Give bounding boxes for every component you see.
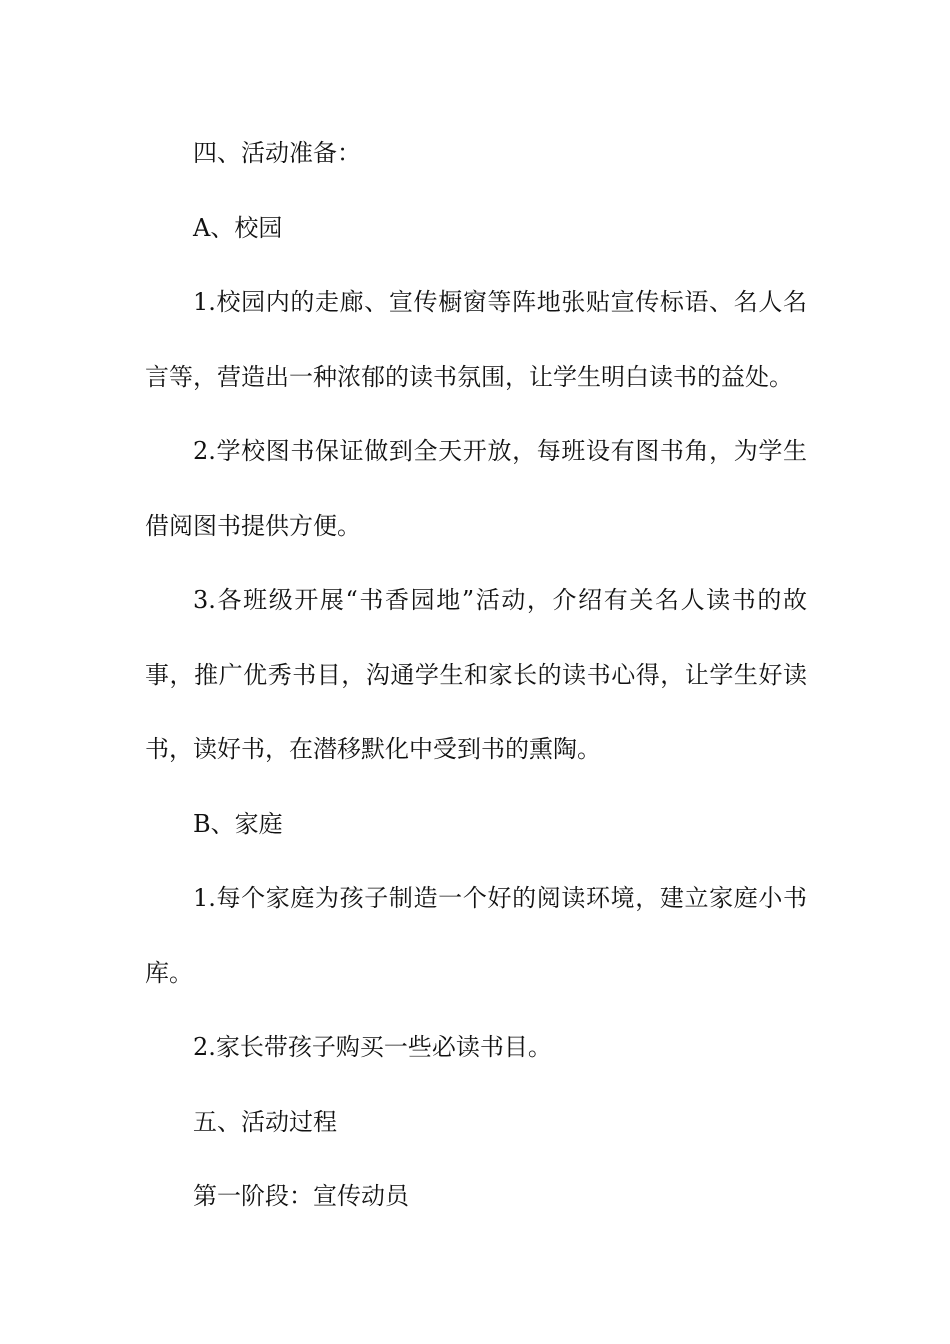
paragraph-b-item-2: 2.家长带孩子购买一些必读书目。 (193, 1033, 552, 1061)
paragraph-a-item-2: 2.学校图书保证做到全天开放，每班设有图书角，为学生借阅图书提供方便。 (145, 437, 807, 540)
paragraph-a-item-3: 3.各班级开展“书香园地”活动，介绍有关名人读书的故事，推广优秀书目，沟通学生和家长的读书心得，让学生好读书，读好书，在潜移默化中受到书的熏陶。 (145, 586, 807, 763)
section-five-heading: 五、活动过程 (193, 1107, 337, 1136)
paragraph-b-item-1: 1.每个家庭为孩子制造一个好的阅读环境，建立家庭小书库。 (145, 884, 807, 987)
section-four-heading: 四、活动准备： (193, 139, 361, 167)
paragraph-a-item-1: 1.校园内的走廊、宣传橱窗等阵地张贴宣传标语、名人名言等，营造出一种浓郁的读书氛围，让学生明白读书的益处。 (145, 288, 807, 391)
stage-one-heading: 第一阶段：宣传动员 (193, 1182, 409, 1210)
part-b-heading: B、家庭 (193, 809, 283, 838)
part-a-heading: A、校园 (193, 213, 283, 242)
document-body (145, 116, 807, 1234)
